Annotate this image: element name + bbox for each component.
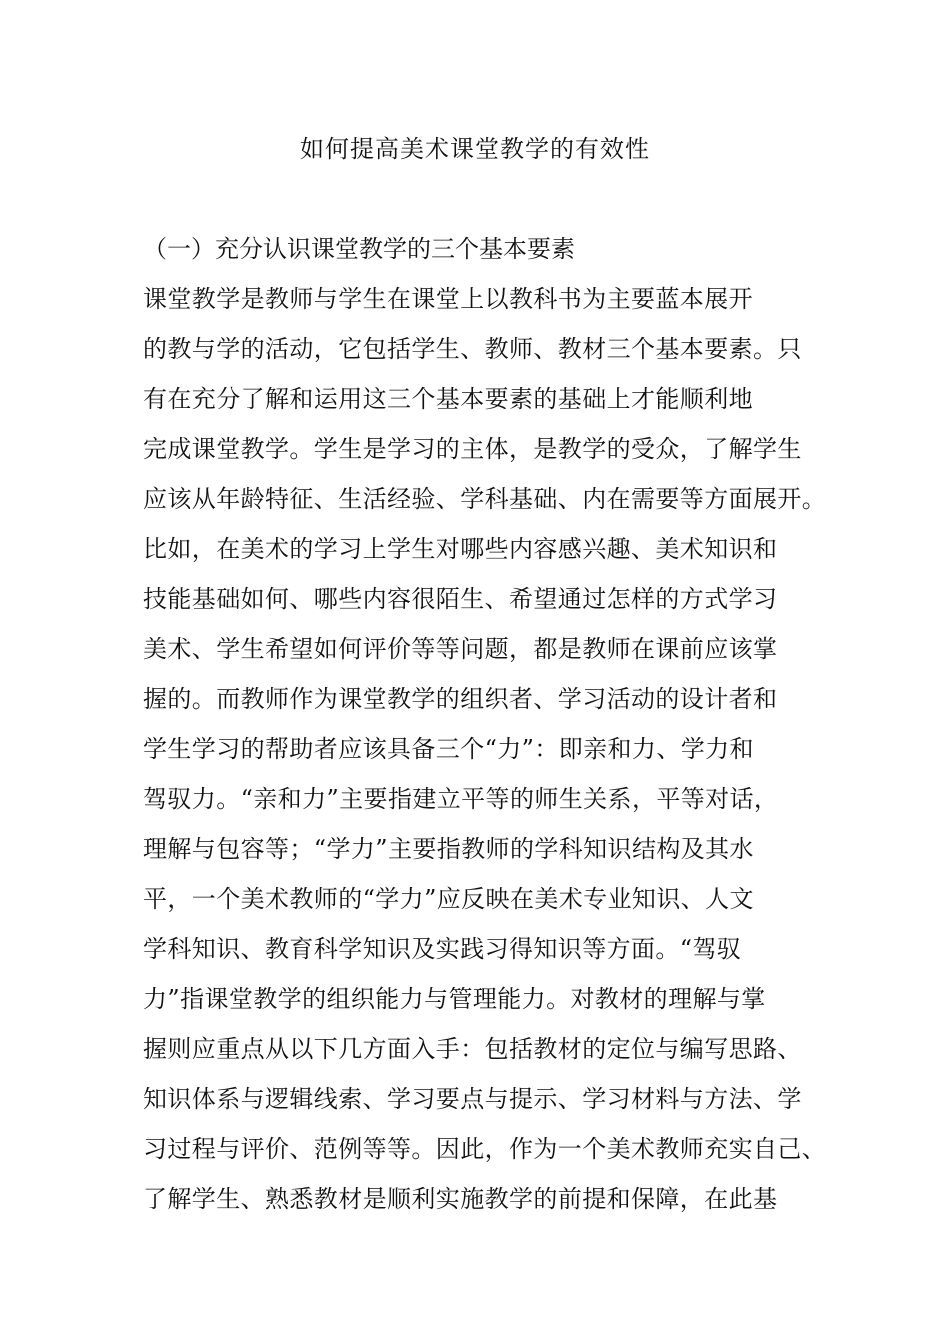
paragraph-line: 平，一个美术教师的“学力”应反映在美术专业知识、人文 bbox=[143, 885, 754, 913]
body-paragraph bbox=[143, 282, 827, 1232]
paragraph-line: 学生学习的帮助者应该具备三个“力”：即亲和力、学力和 bbox=[143, 735, 754, 763]
paragraph-line: 握则应重点从以下几方面入手：包括教材的定位与编写思路、 bbox=[143, 1035, 802, 1063]
paragraph-line: 学科知识、教育科学知识及实践习得知识等方面。“驾驭 bbox=[143, 935, 742, 963]
paragraph-line: 习过程与评价、范例等等。因此，作为一个美术教师充实自己、 bbox=[143, 1135, 827, 1163]
paragraph-line: 美术、学生希望如何评价等等问题，都是教师在课前应该掌 bbox=[143, 635, 778, 663]
paragraph-line: 的教与学的活动，它包括学生、教师、教材三个基本要素。只 bbox=[143, 335, 802, 363]
paragraph-line: 完成课堂教学。学生是学习的主体，是教学的受众，了解学生 bbox=[143, 435, 802, 463]
paragraph-line: 了解学生、熟悉教材是顺利实施教学的前提和保障，在此基 bbox=[143, 1185, 778, 1213]
paragraph-line: 理解与包容等；“学力”主要指教师的学科知识结构及其水 bbox=[143, 835, 754, 863]
document-title: 如何提高美术课堂教学的有效性 bbox=[300, 135, 650, 163]
paragraph-line: 比如，在美术的学习上学生对哪些内容感兴趣、美术知识和 bbox=[143, 535, 778, 563]
paragraph-line: 技能基础如何、哪些内容很陌生、希望通过怎样的方式学习 bbox=[143, 585, 778, 613]
paragraph-line: 应该从年龄特征、生活经验、学科基础、内在需要等方面展开。 bbox=[143, 485, 827, 513]
section-heading: （一）充分认识课堂教学的三个基本要素 bbox=[143, 235, 575, 263]
paragraph-line: 握的。而教师作为课堂教学的组织者、学习活动的设计者和 bbox=[143, 685, 778, 713]
paragraph-line: 力”指课堂教学的组织能力与管理能力。对教材的理解与掌 bbox=[143, 985, 766, 1013]
paragraph-line: 课堂教学是教师与学生在课堂上以教科书为主要蓝本展开 bbox=[143, 285, 753, 313]
paragraph-line: 有在充分了解和运用这三个基本要素的基础上才能顺利地 bbox=[143, 385, 753, 413]
paragraph-line: 知识体系与逻辑线索、学习要点与提示、学习材料与方法、学 bbox=[143, 1085, 802, 1113]
paragraph-line: 驾驭力。“亲和力”主要指建立平等的师生关系，平等对话， bbox=[143, 785, 779, 813]
